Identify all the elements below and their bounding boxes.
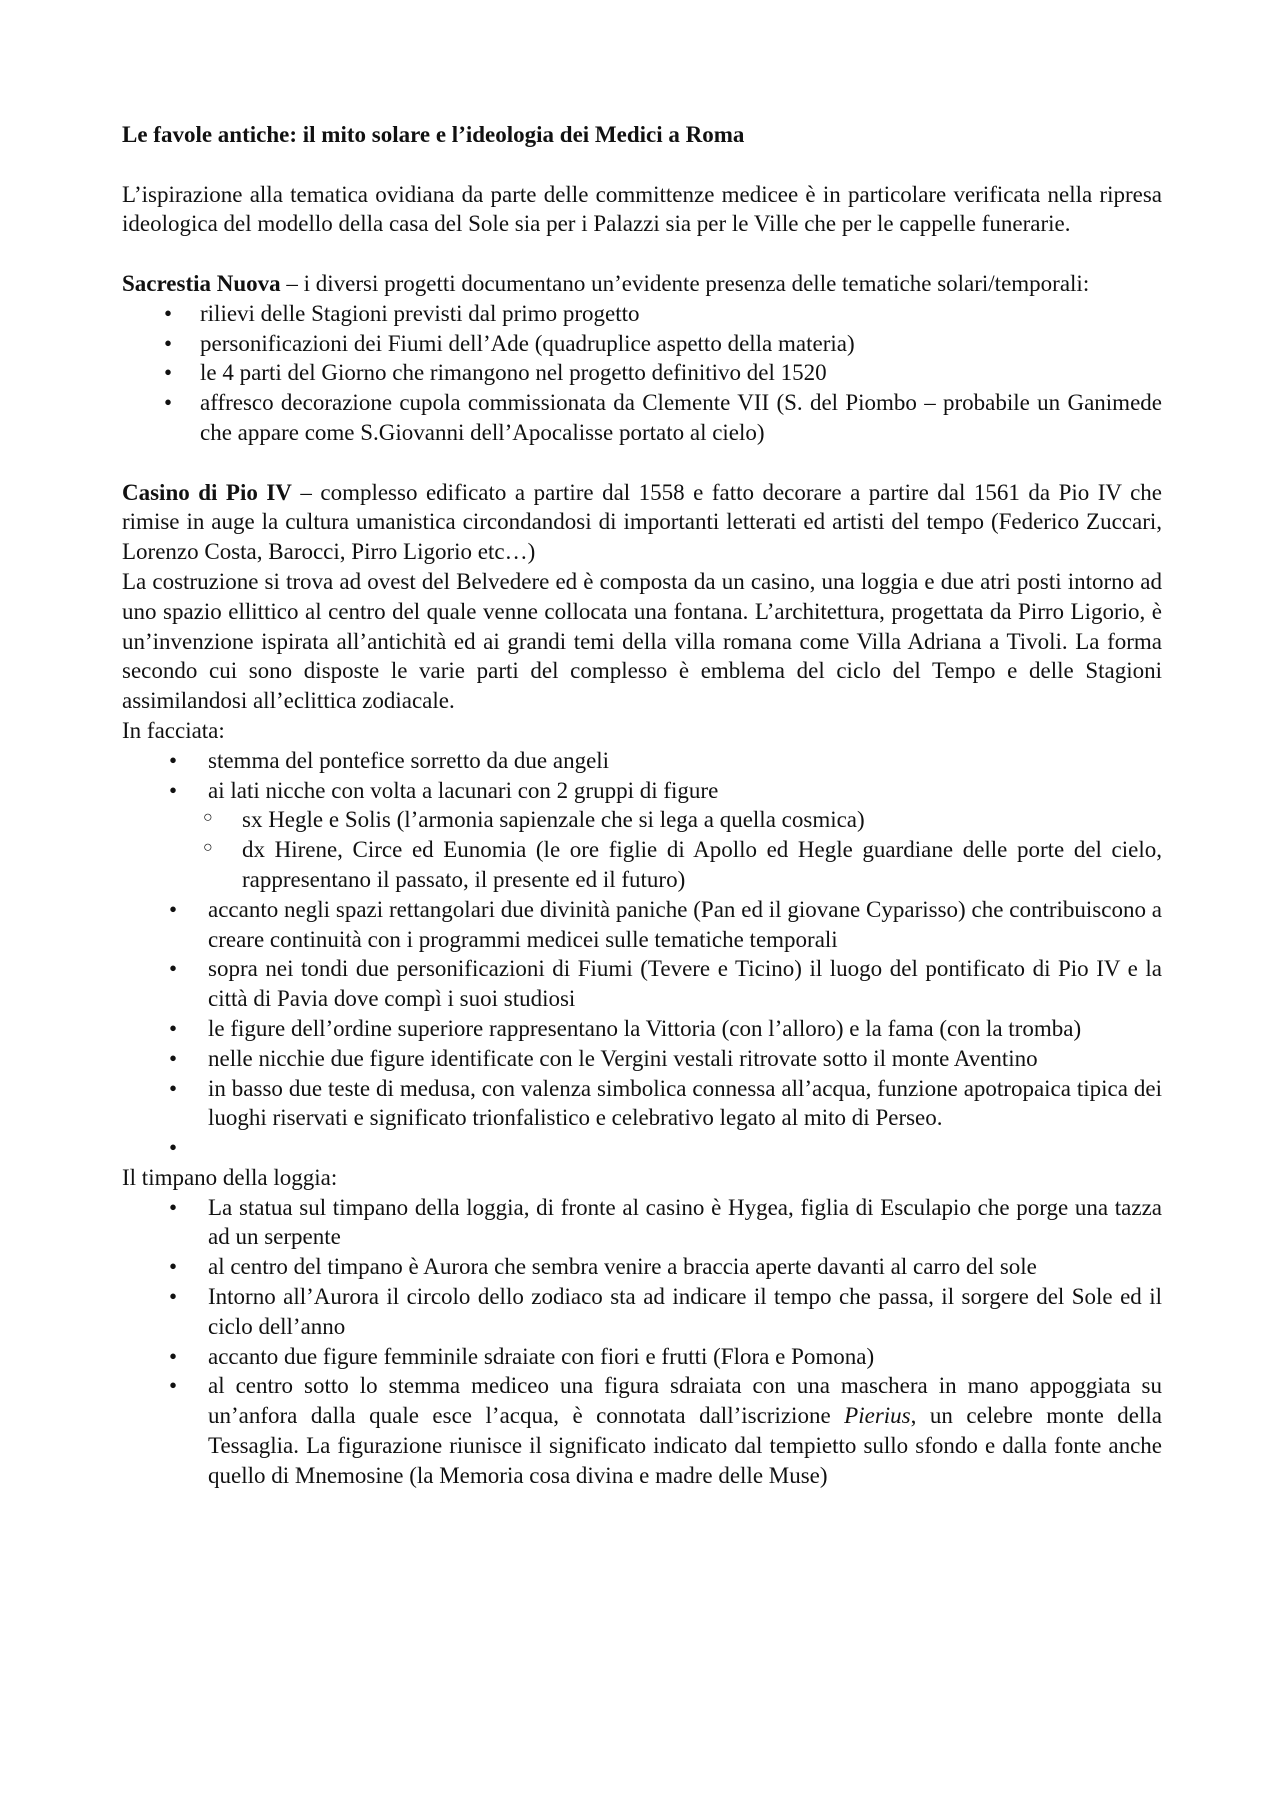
inscription-text: Pierius <box>844 1403 911 1429</box>
casino-text: – complesso edificato a partire dal 1558 e fatto decorare a partire dal 1561 da Pio IV che rimise in auge la cultura umanistica circondandosi di importanti letterati ed artisti del tempo (Federico Zuccari, Lorenzo Costa, Barocci, Pirro Ligorio etc…) <box>122 479 1162 565</box>
sacrestia-list <box>122 299 1162 448</box>
timpano-list <box>122 1193 1162 1491</box>
list-item <box>208 776 1162 895</box>
facade-sublist <box>208 805 1162 894</box>
sacrestia-text: – i diversi progetti documentano un’evidente presenza delle tematiche solari/temporali: <box>280 270 1090 296</box>
sacrestia-heading: Sacrestia Nuova <box>122 270 281 296</box>
timpano-label: Il timpano della loggia: <box>122 1164 338 1190</box>
list-item: • al centro del timpano è Aurora che sembra venire a braccia aperte davanti al carro del sole <box>208 1252 1162 1282</box>
spacer <box>122 239 1162 269</box>
list-item: • accanto due figure femminile sdraiate con fiori e frutti (Flora e Pomona) <box>208 1342 1162 1372</box>
sub-list-item: ○ dx Hirene, Circe ed Eunomia (le ore figlie di Apollo ed Hegle guardiane delle porte del cielo, rappresentano il passato, il presente ed il futuro) <box>242 835 1162 895</box>
list-item: • Intorno all’Aurora il circolo dello zodiaco sta ad indicare il tempo che passa, il sorgere del Sole ed il ciclo dell’anno <box>208 1282 1162 1342</box>
list-item: • le figure dell’ordine superiore rappresentano la Vittoria (con l’alloro) e la fama (con la tromba) <box>208 1014 1162 1044</box>
list-item: • accanto negli spazi rettangolari due divinità paniche (Pan ed il giovane Cyparisso) che contribuiscono a creare continuità con i programmi medicei sulle tematiche temporali <box>208 895 1162 955</box>
list-item <box>208 1371 1162 1490</box>
list-item: • in basso due teste di medusa, con valenza simbolica connessa all’acqua, funzione apotropaica tipica dei luoghi riservati e significato trionfalistico e celebrativo legato al mito di Perseo. <box>208 1074 1162 1134</box>
list-item: • nelle nicchie due figure identificate con le Vergini vestali ritrovate sotto il monte Aventino <box>208 1044 1162 1074</box>
list-item-text: al centro sotto lo stemma mediceo una figura sdraiata con una maschera in mano appoggiata su un’anfora dalla quale esce l’acqua, è connotata dall’iscrizione <box>208 1373 1162 1429</box>
spacer <box>122 150 1162 180</box>
document-title: Le favole antiche: il mito solare e l’ideologia dei Medici a Roma <box>122 122 745 147</box>
spacer <box>122 448 1162 478</box>
intro-paragraph: L’ispirazione alla tematica ovidiana da parte delle committenze medicee è in particolare verificata nella ripresa ideologica del modello della casa del Sole sia per i Palazzi sia per le Ville che per le cappelle funerarie. <box>122 181 1162 237</box>
list-item: • personificazioni dei Fiumi dell’Ade (quadruplice aspetto della materia) <box>200 329 1162 359</box>
facade-list <box>122 746 1162 1163</box>
list-item: • La statua sul timpano della loggia, di fronte al casino è Hygea, figlia di Esculapio che porge una tazza ad un serpente <box>208 1193 1162 1253</box>
facade-label: In facciata: <box>122 717 225 743</box>
document-page <box>122 120 1162 1491</box>
casino-paragraph <box>122 478 1162 567</box>
sub-list-item: ○ sx Hegle e Solis (l’armonia sapienzale che si lega a quella cosmica) <box>242 805 1162 835</box>
casino-heading: Casino di Pio IV <box>122 479 292 505</box>
list-item: • stemma del pontefice sorretto da due angeli <box>208 746 1162 776</box>
list-item: • rilievi delle Stagioni previsti dal primo progetto <box>200 299 1162 329</box>
list-item-text: , un celebre monte della Tessaglia. La figurazione riunisce il significato indicato dal tempietto sullo sfondo e dalla fonte anche quello di Mnemosine (la Memoria cosa divina e madre delle Muse) <box>208 1403 1162 1488</box>
list-item: • le 4 parti del Giorno che rimangono nel progetto definitivo del 1520 <box>200 358 1162 388</box>
empty-list-item <box>208 1133 1162 1163</box>
list-item-text: ai lati nicche con volta a lacunari con 2 gruppi di figure <box>208 777 719 803</box>
list-item: • affresco decorazione cupola commissionata da Clemente VII (S. del Piombo – probabile un Ganimede che appare come S.Giovanni dell’Apocalisse portato al cielo) <box>200 388 1162 448</box>
casino-description: La costruzione si trova ad ovest del Belvedere ed è composta da un casino, una loggia e due atri posti intorno ad uno spazio ellittico al centro del quale venne collocata una fontana. L’architettura, progettata da Pirro Ligorio, è un’invenzione ispirata all’antichità ed ai grandi temi della villa romana come Villa Adriana a Tivoli. La forma secondo cui sono disposte le varie parti del complesso è emblema del ciclo del Tempo e delle Stagioni assimilandosi all’eclittica zodiacale. <box>122 568 1162 714</box>
list-item: • sopra nei tondi due personificazioni di Fiumi (Tevere e Ticino) il luogo del pontificato di Pio IV e la città di Pavia dove compì i suoi studiosi <box>208 954 1162 1014</box>
sacrestia-paragraph <box>122 269 1162 299</box>
